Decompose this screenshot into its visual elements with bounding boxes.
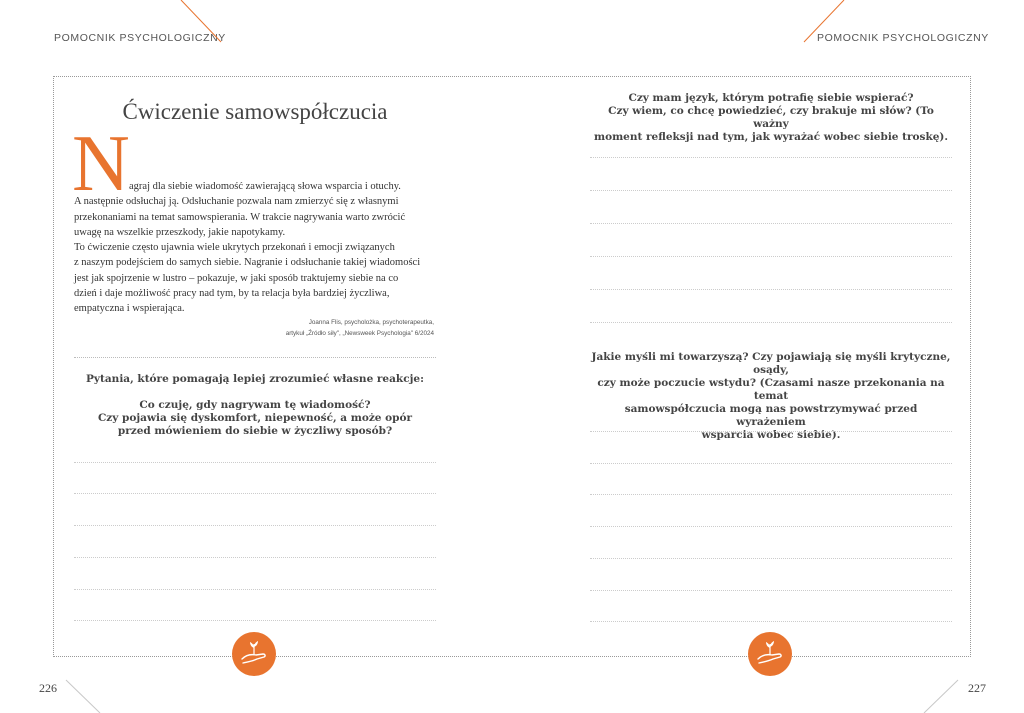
body-line: To ćwiczenie często ujawnia wiele ukrytych przekonań i emocji związanych xyxy=(74,242,395,254)
exercise-body xyxy=(74,179,440,317)
answer-line[interactable] xyxy=(590,526,952,527)
answer-line[interactable] xyxy=(74,525,436,526)
body-line: A następnie odsłuchaj ją. Odsłuchanie pozwala nam zmierzyć się z własnymi xyxy=(74,196,399,208)
diagonal-stroke-decoration xyxy=(62,676,104,713)
answer-line[interactable] xyxy=(74,493,436,494)
question-line: moment refleksji nad tym, jak wyrażać wobec siebie troskę). xyxy=(593,131,949,143)
question-line: Czy pojawia się dyskomfort, niepewność, a może opór xyxy=(97,412,413,424)
answer-line[interactable] xyxy=(590,558,952,559)
reflection-question xyxy=(590,351,952,442)
body-line: uwagę na wszelkie przeszkody, jakie napotykamy. xyxy=(74,226,286,238)
answer-line[interactable] xyxy=(74,462,436,463)
answer-line[interactable] xyxy=(74,589,436,590)
page-number-left: 226 xyxy=(39,681,57,695)
question-line: wsparcia wobec siebie). xyxy=(701,429,841,441)
question-line: samowspółczucia mogą nas powstrzymywać przed wyrażeniem xyxy=(624,403,918,428)
body-line: dzień i daje możliwość pracy nad tym, by ta relacja była bardziej życzliwa, xyxy=(74,288,390,300)
diagonal-stroke-decoration xyxy=(798,0,850,46)
answer-line[interactable] xyxy=(590,494,952,495)
running-header-left: POMOCNIK PSYCHOLOGICZNY xyxy=(54,32,226,44)
answer-line[interactable] xyxy=(590,431,952,432)
answer-line[interactable] xyxy=(74,557,436,558)
body-line: jest jak spojrzenie w lustro – pokazuje, w jaki sposób traktujemy siebie na co xyxy=(74,272,399,284)
question-line: czy może poczucie wstydu? (Czasami nasze przekonania na temat xyxy=(597,377,945,402)
section-divider xyxy=(74,357,436,358)
question-line: Co czuję, gdy nagrywam tę wiadomość? xyxy=(139,399,371,411)
diagonal-stroke-decoration xyxy=(920,676,962,713)
body-line: z naszym podejściem do samych siebie. Nagranie i odsłuchanie takiej wiadomości xyxy=(74,257,421,269)
hand-with-sprout-icon xyxy=(748,632,792,676)
body-line: przekonaniami na temat samowspierania. W trakcie nagrywania warto zwrócić xyxy=(74,211,406,223)
question-line: Czy wiem, co chcę powiedzieć, czy brakuje mi słów? (To ważny xyxy=(608,105,934,130)
answer-line[interactable] xyxy=(590,223,952,224)
question-line: Jakie myśli mi towarzyszą? Czy pojawiają się myśli krytyczne, osądy, xyxy=(591,351,951,376)
answer-line[interactable] xyxy=(590,256,952,257)
question-line: przed mówieniem do siebie w życzliwy sposób? xyxy=(117,425,393,437)
question-line: Czy mam język, którym potrafię siebie wspierać? xyxy=(628,92,914,104)
answer-line[interactable] xyxy=(590,289,952,290)
exercise-title: Ćwiczenie samowspółczucia xyxy=(122,99,388,124)
answer-line[interactable] xyxy=(74,620,436,621)
answer-line[interactable] xyxy=(590,190,952,191)
hand-with-sprout-icon xyxy=(232,632,276,676)
answer-line[interactable] xyxy=(590,621,952,622)
body-line: agraj dla siebie wiadomość zawierającą słowa wsparcia i otuchy. xyxy=(129,181,401,192)
body-line: empatyczna i wspierająca. xyxy=(74,303,185,315)
diagonal-stroke-decoration xyxy=(175,0,227,46)
page-number-right: 227 xyxy=(968,681,986,695)
answer-line[interactable] xyxy=(590,463,952,464)
source-article: artykuł „Źródło siły", „Newsweek Psychologia" 6/2024 xyxy=(285,330,434,337)
drop-cap: N xyxy=(72,120,130,208)
answer-line[interactable] xyxy=(590,590,952,591)
answer-line[interactable] xyxy=(590,157,952,158)
reflection-question xyxy=(590,92,952,144)
source-credit: Joanna Flis, psycholożka, psychoterapeutka, xyxy=(308,319,434,326)
running-header-right: POMOCNIK PSYCHOLOGICZNY xyxy=(817,32,989,44)
questions-intro: Pytania, które pomagają lepiej zrozumieć własne reakcje: xyxy=(86,373,424,385)
answer-line[interactable] xyxy=(590,322,952,323)
reflection-question xyxy=(74,399,436,438)
